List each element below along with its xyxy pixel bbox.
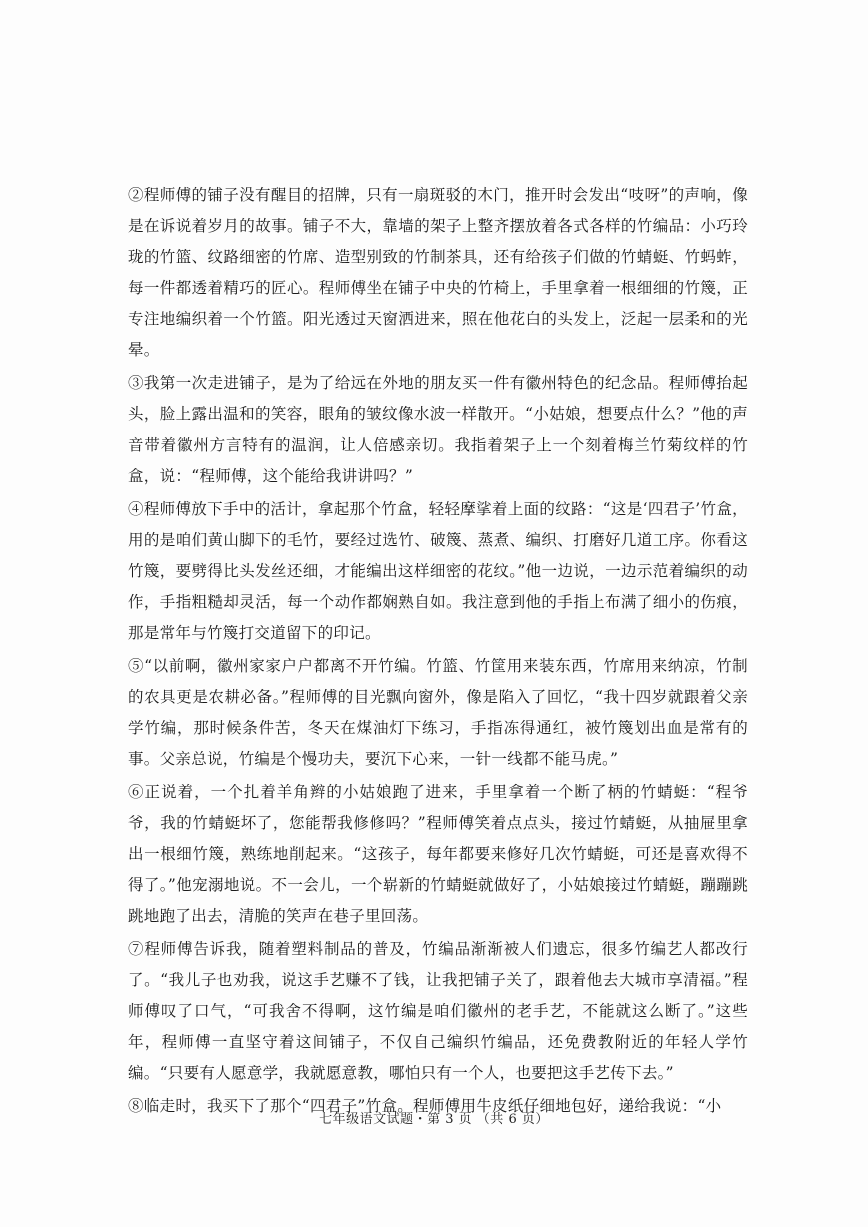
paragraph-4: ④程师傅放下手中的活计，拿起那个竹盒，轻轻摩挲着上面的纹路：“这是‘四君子’竹盒，用的是咱们黄山脚下的毛竹，要经过选竹、破篾、蒸煮、编织、打磨好几道工序。你看这竹篾，要劈得比头发丝还细，才能编出这样细密的花纹。”他一边说，一边示范着编织的动作，手指粗糙却灵活，每一个动作都娴熟自如。我注意到他的手指上布满了细小的伤痕，那是常年与竹篾打交道留下的印记。 [128,500,748,642]
paragraph-2: ②程师傅的铺子没有醒目的招牌，只有一扇斑驳的木门，推开时会发出“吱呀”的声响，像是在诉说着岁月的故事。铺子不大，靠墙的架子上整齐摆放着各式各样的竹编品：小巧玲珑的竹篮、纹路细密的竹席、造型别致的竹制茶具，还有给孩子们做的竹蜻蜓、竹蚂蚱，每一件都透着精巧的匠心。程师傅坐在铺子中央的竹椅上，手里拿着一根细细的竹篾，正专注地编织着一个竹篮。阳光透过天窗洒进来，照在他花白的头发上，泛起一层柔和的光晕。 [128,186,748,359]
paragraph-3: ③我第一次走进铺子，是为了给远在外地的朋友买一件有徽州特色的纪念品。程师傅抬起头，脸上露出温和的笑容，眼角的皱纹像水波一样散开。“小姑娘，想要点什么？”他的声音带着徽州方言特有的温润，让人倍感亲切。我指着架子上一个刻着梅兰竹菊纹样的竹盒，说：“程师傅，这个能给我讲讲吗？” [128,374,748,485]
paragraph-8: ⑧临走时，我买下了那个“四君子”竹盒。程师傅用牛皮纸仔细地包好，递给我说：“小 [128,1097,722,1115]
reading-passage [128,180,748,1122]
paragraph-6: ⑥正说着，一个扎着羊角辫的小姑娘跑了进来，手里拿着一个断了柄的竹蜻蜓：“程爷爷，我的竹蜻蜓坏了，您能帮我修修吗？”程师傅笑着点点头，接过竹蜻蜓，从抽屉里拿出一根细竹篾，熟练地削起来。“这孩子，每年都要来修好几次竹蜻蜓，可还是喜欢得不得了。”他宠溺地说。不一会儿，一个崭新的竹蜻蜓就做好了，小姑娘接过竹蜻蜓，蹦蹦跳跳地跑了出去，清脆的笑声在巷子里回荡。 [128,783,748,925]
paragraph-5: ⑤“以前啊，徽州家家户户都离不开竹编。竹篮、竹筐用来装东西，竹席用来纳凉，竹制的农具更是农耕必备。”程师傅的目光飘向窗外，像是陷入了回忆，“我十四岁就跟着父亲学竹编，那时候条件苦，冬天在煤油灯下练习，手指冻得通红，被竹篾划出血是常有的事。父亲总说，竹编是个慢功夫，要沉下心来，一针一线都不能马虎。” [128,657,748,768]
page-footer: 七年级语文试题・第 3 页 （共 6 页） [319,1112,549,1127]
paragraph-7: ⑦程师傅告诉我，随着塑料制品的普及，竹编品渐渐被人们遗忘，很多竹编艺人都改行了。“我儿子也劝我，说这手艺赚不了钱，让我把铺子关了，跟着他去大城市享清福。”程师傅叹了口气，“可我舍不得啊，这竹编是咱们徽州的老手艺，不能就这么断了。”这些年，程师傅一直坚守着这间铺子，不仅自己编织竹编品，还免费教附近的年轻人学竹编。“只要有人愿意学，我就愿意教，哪怕只有一个人，也要把这手艺传下去。” [128,940,748,1082]
